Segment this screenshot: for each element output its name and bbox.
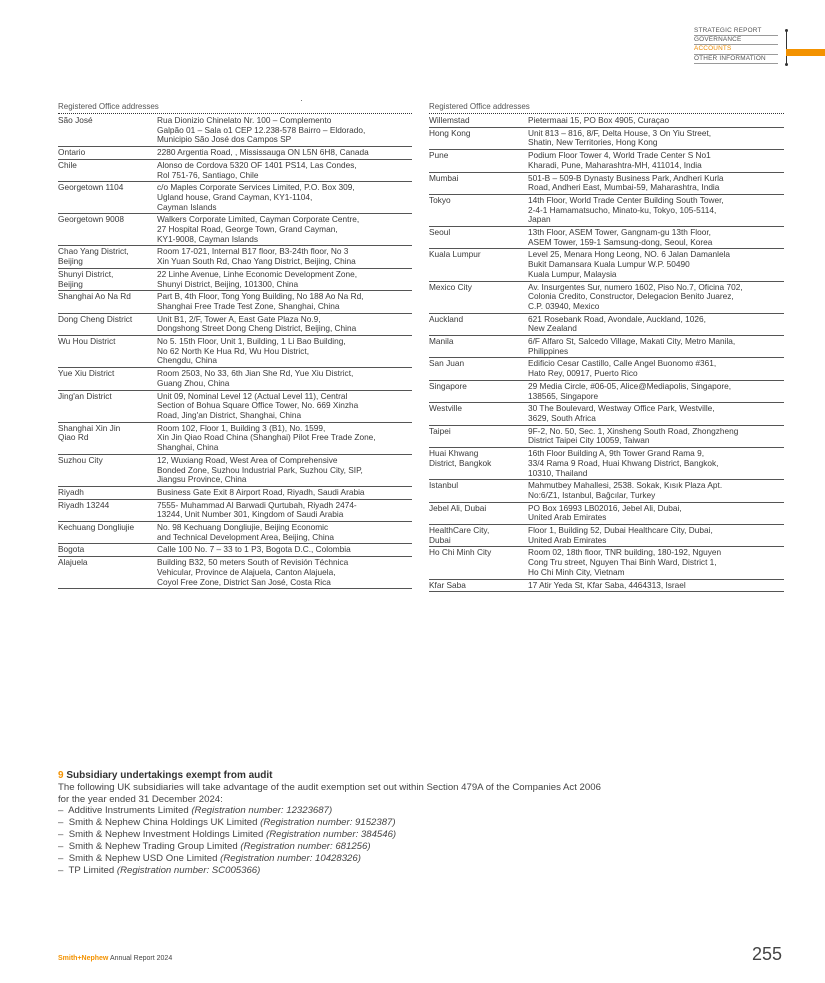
address-cell bbox=[157, 270, 412, 289]
nav-item-other-information[interactable]: OTHER INFORMATION bbox=[694, 55, 778, 64]
table-row bbox=[58, 147, 412, 160]
location-text: Jing'an District bbox=[58, 390, 112, 401]
list-bullet: – bbox=[58, 817, 64, 829]
address-cell bbox=[528, 548, 784, 577]
table-row bbox=[58, 160, 412, 182]
table-row bbox=[58, 115, 412, 147]
address-line: Bonded Zone, Suzhou Industrial Park, Suzhou City, SIP, bbox=[157, 464, 363, 475]
location-cell bbox=[58, 315, 157, 334]
address-line: Room 102, Floor 1, Building 3 (B1), No. 1599, bbox=[157, 422, 326, 433]
address-cell bbox=[157, 215, 412, 244]
address-line: 17 Atir Yeda St, Kfar Saba, 4464313, Israel bbox=[528, 579, 686, 590]
location-text: Riyadh bbox=[58, 486, 84, 497]
nav-indicator-dot-top bbox=[785, 29, 788, 32]
address-line: Road, Andheri East, Mumbai-59, Maharashtra, India bbox=[528, 182, 720, 193]
location-text: Bogota bbox=[58, 544, 85, 555]
address-line: Floor 1, Building 52, Dubai Healthcare City, Dubai, bbox=[528, 525, 713, 536]
address-line: Road, Jing'an District, Shanghai, China bbox=[157, 409, 302, 420]
address-line: c/o Maples Corporate Services Limited, P.O. Box 309, bbox=[157, 182, 355, 193]
table-row bbox=[58, 500, 412, 522]
location-text: District, Bangkok bbox=[429, 457, 492, 468]
address-line: District Taipei City 10059, Taiwan bbox=[528, 435, 650, 446]
address-line: Section of Bohua Square Office Tower, No. 669 Xinzha bbox=[157, 400, 359, 411]
address-line: 7555- Muhammad Al Barwadi Qurtubah, Riyadh 2474- bbox=[157, 499, 357, 510]
location-cell bbox=[58, 523, 157, 542]
registration-number: (Registration number: 10428326) bbox=[220, 852, 361, 864]
address-line: 12, Wuxiang Road, West Area of Comprehensive bbox=[157, 454, 338, 465]
footer-report-label bbox=[58, 955, 172, 962]
address-line: 10310, Thailand bbox=[528, 467, 588, 478]
list-item bbox=[58, 865, 778, 877]
location-text: Dubai bbox=[429, 534, 451, 545]
address-line: Jiangsu Province, China bbox=[157, 474, 247, 485]
table-row bbox=[429, 115, 784, 128]
address-line: ASEM Tower, 159-1 Samsung-dong, Seoul, Korea bbox=[528, 236, 713, 247]
report-title: Annual Report 2024 bbox=[109, 955, 173, 962]
table-row bbox=[429, 358, 784, 380]
address-cell bbox=[157, 369, 412, 388]
address-line: Dongshong Street Dong Cheng District, Beijing, China bbox=[157, 323, 357, 334]
registration-number: (Registration number: SC005366) bbox=[116, 864, 261, 876]
address-line: 16th Floor Building A, 9th Tower Grand Rama 9, bbox=[528, 448, 705, 459]
nav-indicator-dot-bottom bbox=[785, 63, 788, 66]
table-row bbox=[429, 580, 784, 593]
address-line: Japan bbox=[528, 214, 551, 225]
address-cell bbox=[157, 523, 412, 542]
list-bullet: – bbox=[58, 805, 64, 817]
address-line: Xin Jin Qiao Road China (Shanghai) Pilot Free Trade Zone, bbox=[157, 432, 376, 443]
address-table-left bbox=[58, 102, 412, 589]
table-row bbox=[58, 522, 412, 544]
location-cell bbox=[58, 116, 157, 145]
table-row bbox=[58, 182, 412, 214]
registration-number: (Registration number: 681256) bbox=[240, 840, 371, 852]
address-cell bbox=[157, 161, 412, 180]
location-cell bbox=[429, 548, 528, 577]
location-text: Willemstad bbox=[429, 115, 470, 125]
location-cell bbox=[429, 337, 528, 356]
location-text: São José bbox=[58, 115, 93, 125]
location-text: Beijing bbox=[58, 278, 83, 289]
location-cell bbox=[429, 581, 528, 591]
address-line: Kharadi, Pune, Maharashtra-MH, 411014, India bbox=[528, 159, 702, 170]
address-line: Mahmutbey Mahallesi, 2538. Sokak, Kısık Plaza Apt. bbox=[528, 480, 723, 491]
address-line: 30 The Boulevard, Westway Office Park, Westville, bbox=[528, 403, 715, 414]
location-text: Ho Chi Minh City bbox=[429, 547, 492, 558]
address-line: New Zealand bbox=[528, 323, 577, 334]
address-line: Walkers Corporate Limited, Cayman Corporate Centre, bbox=[157, 214, 360, 225]
address-line: Room 02, 18th floor, TNR building, 180-192, Nguyen bbox=[528, 547, 722, 558]
table-body bbox=[58, 115, 412, 589]
location-text: Shunyi District, bbox=[58, 268, 114, 279]
nav-item-accounts[interactable]: ACCOUNTS bbox=[694, 45, 778, 54]
location-text: Auckland bbox=[429, 313, 464, 324]
table-row bbox=[429, 227, 784, 249]
subsidiary-name: TP Limited bbox=[68, 864, 115, 876]
address-line: Shanghai, China bbox=[157, 442, 219, 453]
registration-number: (Registration number: 384546) bbox=[266, 829, 397, 840]
address-line: 621 Rosebank Road, Avondale, Auckland, 1026, bbox=[528, 313, 706, 324]
subsidiary-exemption-section bbox=[58, 770, 778, 877]
location-cell bbox=[429, 129, 528, 148]
location-cell bbox=[58, 424, 157, 453]
location-text: Huai Khwang bbox=[429, 448, 479, 459]
address-cell bbox=[528, 382, 784, 401]
table-row bbox=[429, 249, 784, 281]
address-line: C.P. 03940, Mexico bbox=[528, 300, 600, 311]
section-nav bbox=[694, 27, 825, 64]
address-cell bbox=[157, 247, 412, 266]
nav-item-strategic-report[interactable]: STRATEGIC REPORT bbox=[694, 27, 778, 36]
location-cell bbox=[58, 161, 157, 180]
address-line: Podium Floor Tower 4, World Trade Center S No1 bbox=[528, 150, 711, 161]
address-line: Ho Chi Minh City, Vietnam bbox=[528, 566, 625, 577]
table-header: Registered Office addresses bbox=[429, 102, 784, 114]
table-row bbox=[58, 391, 412, 423]
address-line: 501-B – 509-B Dynasty Business Park, Andheri Kurla bbox=[528, 172, 724, 183]
table-row bbox=[58, 455, 412, 487]
address-cell bbox=[528, 250, 784, 279]
table-row bbox=[429, 314, 784, 336]
list-bullet: – bbox=[58, 829, 64, 840]
address-line: Kuala Lumpur, Malaysia bbox=[528, 268, 617, 279]
address-cell bbox=[528, 174, 784, 193]
address-cell bbox=[157, 392, 412, 421]
address-cell bbox=[528, 481, 784, 500]
address-cell bbox=[528, 449, 784, 478]
address-line: 14th Floor, World Trade Center Building South Tower, bbox=[528, 194, 724, 205]
address-cell bbox=[528, 315, 784, 334]
location-text: Singapore bbox=[429, 380, 467, 391]
address-line: No:6/Z1, Istanbul, Bağcılar, Turkey bbox=[528, 489, 656, 500]
address-cell bbox=[157, 337, 412, 366]
address-line: Pietermaai 15, PO Box 4905, Curaçao bbox=[528, 115, 670, 125]
location-text: Chao Yang District, bbox=[58, 246, 129, 257]
address-line: Coyol Free Zone, District San José, Costa Rica bbox=[157, 576, 331, 587]
location-text: Kuala Lumpur bbox=[429, 249, 481, 260]
address-line: Rol 751-76, Santiago, Chile bbox=[157, 169, 259, 180]
location-cell bbox=[429, 228, 528, 247]
address-cell bbox=[528, 427, 784, 446]
address-line: No 5. 15th Floor, Unit 1, Building, 1 Li Bao Building, bbox=[157, 336, 346, 347]
section-intro-line: for the year ended 31 December 2024: bbox=[58, 793, 223, 805]
location-text: Shanghai Ao Na Rd bbox=[58, 291, 131, 302]
address-line: Cong Tru street, Nguyen Thai Binh Ward, District 1, bbox=[528, 557, 717, 568]
location-cell bbox=[429, 315, 528, 334]
subsidiary-name: Smith & Nephew Trading Group Limited bbox=[68, 840, 238, 852]
address-line: Municipio São José dos Campos SP bbox=[157, 134, 292, 145]
location-cell bbox=[429, 250, 528, 279]
address-line: Shatin, New Territories, Hong Kong bbox=[528, 137, 658, 148]
section-title-text: Subsidiary undertakings exempt from audit bbox=[66, 770, 273, 781]
address-line: Colonia Credito, Constructor, Delegacion Benito Juarez, bbox=[528, 291, 734, 302]
address-cell bbox=[528, 151, 784, 170]
address-cell bbox=[528, 581, 784, 591]
address-line: Vehicular, Province de Alajuela, Canton Alajuela, bbox=[157, 566, 336, 577]
address-line: Chengdu, China bbox=[157, 355, 217, 366]
location-text: Mumbai bbox=[429, 172, 459, 183]
location-cell bbox=[429, 526, 528, 545]
location-cell bbox=[58, 369, 157, 388]
table-row bbox=[429, 547, 784, 579]
location-cell bbox=[58, 292, 157, 311]
address-cell bbox=[528, 196, 784, 225]
address-line: Galpão 01 – Sala o1 CEP 12.238-578 Bairro – Eldorado, bbox=[157, 124, 366, 135]
subsidiary-name: Smith & Nephew Investment Holdings Limited bbox=[68, 829, 264, 840]
address-line: 33/4 Rama 9 Road, Huai Khwang District, Bangkok, bbox=[528, 457, 719, 468]
list-item bbox=[58, 817, 778, 829]
address-cell bbox=[157, 456, 412, 485]
location-text: Georgetown 9008 bbox=[58, 214, 124, 225]
location-text: Manila bbox=[429, 336, 454, 347]
list-item bbox=[58, 829, 778, 841]
address-cell bbox=[528, 404, 784, 423]
address-line: Unit 09, Nominal Level 12 (Actual Level 11), Central bbox=[157, 390, 348, 401]
table-row bbox=[58, 269, 412, 291]
section-intro-line: The following UK subsidiaries will take advantage of the audit exemption set out within Section 479A of the Companies Act 2006 bbox=[58, 782, 601, 793]
address-line: Edificio Cesar Castillo, Calle Angel Buonomo #361, bbox=[528, 358, 717, 369]
table-row bbox=[429, 282, 784, 314]
location-cell bbox=[58, 247, 157, 266]
address-line: 22 Linhe Avenue, Linhe Economic Development Zone, bbox=[157, 268, 358, 279]
list-item bbox=[58, 805, 778, 817]
location-text: Yue Xiu District bbox=[58, 368, 115, 379]
table-row bbox=[429, 381, 784, 403]
location-cell bbox=[58, 270, 157, 289]
subsidiary-name: Smith & Nephew China Holdings UK Limited bbox=[68, 817, 258, 829]
address-line: Shanghai Free Trade Test Zone, Shanghai, China bbox=[157, 300, 340, 311]
location-cell bbox=[429, 116, 528, 126]
table-row bbox=[58, 423, 412, 455]
table-row bbox=[58, 336, 412, 368]
nav-item-governance[interactable]: GOVERNANCE bbox=[694, 36, 778, 45]
address-cell bbox=[157, 116, 412, 145]
location-text: Hong Kong bbox=[429, 127, 471, 138]
address-line: 3629, South Africa bbox=[528, 412, 596, 423]
address-line: 27 Hospital Road, George Town, Grand Cayman, bbox=[157, 224, 338, 235]
location-cell bbox=[58, 392, 157, 421]
location-cell bbox=[429, 283, 528, 312]
location-text: Istanbul bbox=[429, 480, 459, 491]
location-cell bbox=[58, 545, 157, 555]
location-text: Kfar Saba bbox=[429, 579, 466, 590]
address-line: 9F-2, No. 50, Sec. 1, Xinsheng South Road, Zhongzheng bbox=[528, 425, 739, 436]
location-text: Wu Hou District bbox=[58, 336, 116, 347]
location-cell bbox=[429, 404, 528, 423]
registration-number: (Registration number: 12323687) bbox=[191, 805, 333, 817]
subsidiary-name: Additive Instruments Limited bbox=[68, 805, 189, 817]
address-line: 6/F Alfaro St, Salcedo Village, Makati City, Metro Manila, bbox=[528, 336, 736, 347]
address-cell bbox=[157, 488, 412, 498]
location-cell bbox=[58, 456, 157, 485]
address-line: KY1-9008, Cayman Islands bbox=[157, 233, 259, 244]
address-line: 13244, Unit Number 301, Kingdom of Saudi Arabia bbox=[157, 509, 344, 520]
address-cell bbox=[528, 129, 784, 148]
address-line: Cayman Islands bbox=[157, 201, 217, 212]
address-line: Part B, 4th Floor, Tong Yong Building, No 188 Ao Na Rd, bbox=[157, 291, 364, 302]
table-row bbox=[429, 448, 784, 480]
location-text: Seoul bbox=[429, 227, 451, 238]
table-row bbox=[58, 544, 412, 557]
address-cell bbox=[157, 292, 412, 311]
address-table-right bbox=[429, 102, 784, 592]
address-line: Guang Zhou, China bbox=[157, 377, 230, 388]
address-line: Ugland house, Grand Cayman, KY1-1104, bbox=[157, 191, 313, 202]
address-line: Xin Yuan South Rd, Chao Yang District, Beijing, China bbox=[157, 256, 356, 267]
location-text: Taipei bbox=[429, 425, 451, 436]
list-bullet: – bbox=[58, 852, 64, 864]
address-line: Alonso de Cordova 5320 OF 1401 PS14, Las Condes, bbox=[157, 159, 357, 170]
location-text: Pune bbox=[429, 150, 449, 161]
address-line: Unit B1, 2/F, Tower A, East Gate Plaza No.9, bbox=[157, 313, 321, 324]
address-line: Business Gate Exit 8 Airport Road, Riyadh, Saudi Arabia bbox=[157, 486, 365, 497]
address-line: and Technical Development Area, Beijing, China bbox=[157, 531, 334, 542]
decorative-dot bbox=[301, 100, 302, 101]
location-text: Alajuela bbox=[58, 557, 88, 568]
location-text: Kechuang Dongliujie bbox=[58, 522, 135, 533]
location-text: Westville bbox=[429, 403, 463, 414]
address-cell bbox=[157, 545, 412, 555]
table-row bbox=[58, 246, 412, 268]
table-row bbox=[58, 214, 412, 246]
location-cell bbox=[429, 359, 528, 378]
table-row bbox=[429, 128, 784, 150]
location-cell bbox=[58, 215, 157, 244]
address-cell bbox=[157, 148, 412, 158]
address-line: 2280 Argentia Road, , Mississauga ON L5N 6H8, Canada bbox=[157, 147, 369, 158]
location-cell bbox=[58, 337, 157, 366]
address-line: United Arab Emirates bbox=[528, 534, 607, 545]
address-cell bbox=[528, 526, 784, 545]
location-cell bbox=[58, 558, 157, 587]
address-cell bbox=[157, 424, 412, 453]
table-row bbox=[429, 503, 784, 525]
address-line: Shunyi District, Beijing, 101300, China bbox=[157, 278, 299, 289]
subsidiary-list bbox=[58, 805, 778, 876]
address-line: Room 17-021, Internal B17 floor, B3-24th floor, No 3 bbox=[157, 246, 349, 257]
table-row bbox=[429, 336, 784, 358]
address-line: 29 Media Circle, #06-05, Alice@Mediapolis, Singapore, bbox=[528, 380, 732, 391]
location-text: Dong Cheng District bbox=[58, 313, 133, 324]
table-row bbox=[429, 150, 784, 172]
address-line: Bukit Damansara Kuala Lumpur W.P. 50490 bbox=[528, 259, 690, 270]
location-cell bbox=[58, 148, 157, 158]
location-text: Qiao Rd bbox=[58, 432, 89, 443]
table-row bbox=[58, 368, 412, 390]
address-line: Hato Rey, 00917, Puerto Rico bbox=[528, 368, 638, 379]
address-cell bbox=[528, 283, 784, 312]
table-body bbox=[429, 115, 784, 592]
page-number: 255 bbox=[752, 944, 783, 964]
location-text: Ontario bbox=[58, 147, 86, 158]
table-row bbox=[429, 480, 784, 502]
nav-indicator-line bbox=[786, 30, 787, 65]
location-cell bbox=[58, 183, 157, 212]
location-cell bbox=[429, 427, 528, 446]
address-line: No 62 North Ke Hua Rd, Wu Hou District, bbox=[157, 345, 310, 356]
table-row bbox=[58, 291, 412, 313]
section-title bbox=[58, 770, 778, 782]
address-line: Rua Dionizio Chinelato Nr. 100 – Complemento bbox=[157, 115, 332, 125]
location-cell bbox=[429, 196, 528, 225]
location-cell bbox=[429, 504, 528, 523]
location-text: Suzhou City bbox=[58, 454, 103, 465]
section-number: 9 bbox=[58, 770, 64, 781]
address-cell bbox=[157, 501, 412, 520]
nav-active-bar bbox=[786, 49, 825, 57]
location-text: HealthCare City, bbox=[429, 525, 490, 536]
location-text: San Juan bbox=[429, 358, 465, 369]
address-cell bbox=[528, 337, 784, 356]
list-bullet: – bbox=[58, 840, 64, 852]
address-line: 138565, Singapore bbox=[528, 390, 599, 401]
address-line: Building B32, 50 meters South of Revisión Téchnica bbox=[157, 557, 349, 568]
location-cell bbox=[429, 382, 528, 401]
subsidiary-name: Smith & Nephew USD One Limited bbox=[68, 852, 218, 864]
address-cell bbox=[528, 228, 784, 247]
location-cell bbox=[429, 449, 528, 478]
address-cell bbox=[528, 116, 784, 126]
address-line: Unit 813 – 816, 8/F, Delta House, 3 On Yiu Street, bbox=[528, 127, 712, 138]
address-line: 2-4-1 Hamamatsucho, Minato-ku, Tokyo, 105-5114, bbox=[528, 204, 717, 215]
address-line: No. 98 Kechuang Dongliujie, Beijing Economic bbox=[157, 522, 329, 533]
address-line: Calle 100 No. 7 – 33 to 1 P3, Bogota D.C., Colombia bbox=[157, 544, 351, 555]
table-row bbox=[429, 426, 784, 448]
table-row bbox=[429, 173, 784, 195]
address-line: PO Box 16993 LB02016, Jebel Ali, Dubai, bbox=[528, 502, 682, 513]
location-text: Tokyo bbox=[429, 194, 451, 205]
table-row bbox=[58, 487, 412, 500]
location-cell bbox=[429, 174, 528, 193]
list-bullet: – bbox=[58, 864, 64, 876]
address-line: Level 25, Menara Hong Leong, NO. 6 Jalan Damanlela bbox=[528, 249, 731, 260]
table-row bbox=[429, 195, 784, 227]
location-text: Jebel Ali, Dubai bbox=[429, 502, 487, 513]
location-cell bbox=[58, 488, 157, 498]
location-cell bbox=[429, 151, 528, 170]
registration-number: (Registration number: 9152387) bbox=[260, 817, 396, 829]
location-cell bbox=[58, 501, 157, 520]
location-text: Georgetown 1104 bbox=[58, 182, 124, 193]
location-text: Beijing bbox=[58, 256, 83, 267]
location-text: Shanghai Xin Jin bbox=[58, 422, 121, 433]
address-line: United Arab Emirates bbox=[528, 512, 607, 523]
location-cell bbox=[429, 481, 528, 500]
address-cell bbox=[157, 183, 412, 212]
address-line: Av. Insurgentes Sur, numero 1602, Piso No.7, Oficina 702, bbox=[528, 281, 743, 292]
table-row bbox=[58, 557, 412, 589]
address-line: 13th Floor, ASEM Tower, Gangnam-gu 13th Floor, bbox=[528, 227, 711, 238]
location-text: Chile bbox=[58, 159, 77, 170]
address-cell bbox=[528, 504, 784, 523]
address-cell bbox=[157, 315, 412, 334]
table-header: Registered Office addresses bbox=[58, 102, 412, 114]
address-line: Philippines bbox=[528, 345, 569, 356]
address-line: Room 2503, No 33, 6th Jian She Rd, Yue Xiu District, bbox=[157, 368, 354, 379]
location-text: Riyadh 13244 bbox=[58, 499, 110, 510]
table-row bbox=[429, 403, 784, 425]
brand-name: Smith+Nephew bbox=[58, 955, 109, 962]
list-item bbox=[58, 853, 778, 865]
table-row bbox=[58, 314, 412, 336]
address-cell bbox=[157, 558, 412, 587]
table-row bbox=[429, 525, 784, 547]
location-text: Mexico City bbox=[429, 281, 472, 292]
address-cell bbox=[528, 359, 784, 378]
list-item bbox=[58, 841, 778, 853]
